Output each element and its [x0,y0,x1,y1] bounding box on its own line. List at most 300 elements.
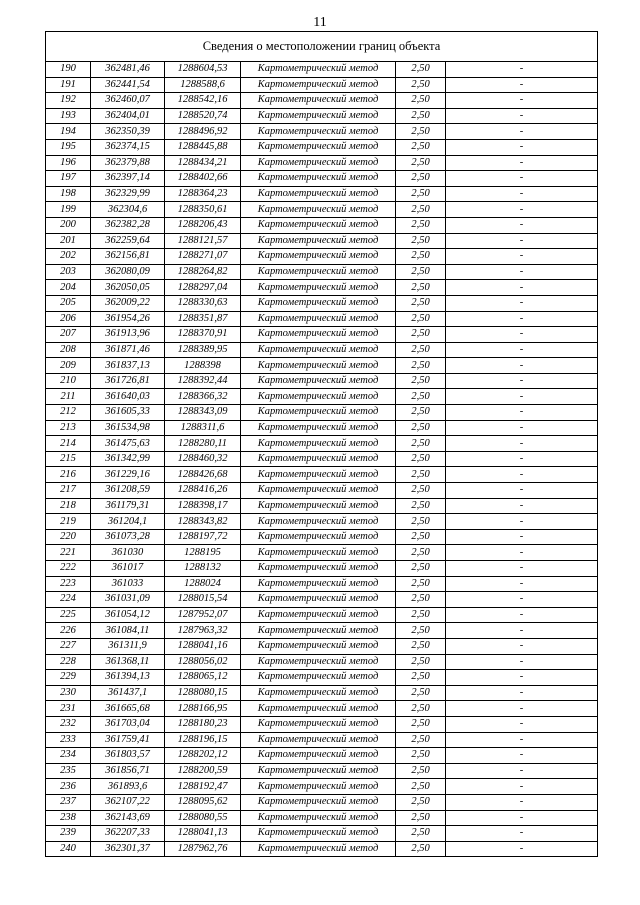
table-row [46,826,598,842]
point-number-cell: 209 [46,358,91,374]
accuracy-cell: 2,50 [396,124,446,140]
method-cell: Картометрический метод [241,124,396,140]
method-cell: Картометрический метод [241,108,396,124]
y-coordinate-cell: 1288024 [165,576,241,592]
accuracy-cell: 2,50 [396,280,446,296]
table-row [46,155,598,171]
accuracy-cell: 2,50 [396,794,446,810]
description-cell: - [446,483,598,499]
x-coordinate-cell: 362050,05 [91,280,165,296]
y-coordinate-cell: 1288398,17 [165,498,241,514]
y-coordinate-cell: 1288196,15 [165,732,241,748]
method-cell: Картометрический метод [241,171,396,187]
method-cell: Картометрический метод [241,311,396,327]
description-cell: - [446,202,598,218]
description-cell: - [446,716,598,732]
table-row [46,451,598,467]
point-number-cell: 192 [46,93,91,109]
accuracy-cell: 2,50 [396,670,446,686]
description-cell: - [446,342,598,358]
description-cell: - [446,654,598,670]
method-cell: Картометрический метод [241,483,396,499]
point-number-cell: 234 [46,748,91,764]
method-cell: Картометрический метод [241,202,396,218]
description-cell: - [446,311,598,327]
accuracy-cell: 2,50 [396,483,446,499]
accuracy-cell: 2,50 [396,654,446,670]
x-coordinate-cell: 362350,39 [91,124,165,140]
table-row [46,389,598,405]
y-coordinate-cell: 1288202,12 [165,748,241,764]
x-coordinate-cell: 362301,37 [91,841,165,857]
description-cell: - [446,420,598,436]
x-coordinate-cell: 361017 [91,561,165,577]
accuracy-cell: 2,50 [396,186,446,202]
x-coordinate-cell: 361368,11 [91,654,165,670]
table-row [46,62,598,78]
method-cell: Картометрический метод [241,373,396,389]
x-coordinate-cell: 361665,68 [91,701,165,717]
method-cell: Картометрический метод [241,93,396,109]
y-coordinate-cell: 1288080,55 [165,810,241,826]
y-coordinate-cell: 1287963,32 [165,623,241,639]
point-number-cell: 208 [46,342,91,358]
y-coordinate-cell: 1288343,09 [165,405,241,421]
description-cell: - [446,451,598,467]
point-number-cell: 231 [46,701,91,717]
table-row [46,545,598,561]
method-cell: Картометрический метод [241,233,396,249]
x-coordinate-cell: 361204,1 [91,514,165,530]
x-coordinate-cell: 361703,04 [91,716,165,732]
x-coordinate-cell: 362107,22 [91,794,165,810]
description-cell: - [446,405,598,421]
x-coordinate-cell: 362481,46 [91,62,165,78]
table-row [46,483,598,499]
method-cell: Картометрический метод [241,607,396,623]
description-cell: - [446,670,598,686]
x-coordinate-cell: 361837,13 [91,358,165,374]
x-coordinate-cell: 361229,16 [91,467,165,483]
method-cell: Картометрический метод [241,62,396,78]
table-row [46,467,598,483]
x-coordinate-cell: 361311,9 [91,638,165,654]
y-coordinate-cell: 1288460,32 [165,451,241,467]
y-coordinate-cell: 1288206,43 [165,217,241,233]
method-cell: Картометрический метод [241,436,396,452]
x-coordinate-cell: 361031,09 [91,592,165,608]
table-row [46,342,598,358]
method-cell: Картометрический метод [241,420,396,436]
table-row [46,311,598,327]
x-coordinate-cell: 362379,88 [91,155,165,171]
table-row [46,202,598,218]
table-row [46,654,598,670]
method-cell: Картометрический метод [241,763,396,779]
accuracy-cell: 2,50 [396,779,446,795]
y-coordinate-cell: 1288398 [165,358,241,374]
x-coordinate-cell: 362329,99 [91,186,165,202]
point-number-cell: 229 [46,670,91,686]
point-number-cell: 226 [46,623,91,639]
method-cell: Картометрический метод [241,389,396,405]
accuracy-cell: 2,50 [396,732,446,748]
accuracy-cell: 2,50 [396,623,446,639]
method-cell: Картометрический метод [241,779,396,795]
table-row [46,420,598,436]
table-row [46,405,598,421]
y-coordinate-cell: 1288351,87 [165,311,241,327]
y-coordinate-cell: 1288520,74 [165,108,241,124]
y-coordinate-cell: 1288434,21 [165,155,241,171]
description-cell: - [446,171,598,187]
table-row [46,763,598,779]
table-title: Сведения о местоположении границ объекта [46,32,598,62]
accuracy-cell: 2,50 [396,592,446,608]
page-number: 11 [313,15,327,30]
point-number-cell: 200 [46,217,91,233]
method-cell: Картометрический метод [241,794,396,810]
accuracy-cell: 2,50 [396,841,446,857]
point-number-cell: 216 [46,467,91,483]
y-coordinate-cell: 1288121,57 [165,233,241,249]
y-coordinate-cell: 1288297,04 [165,280,241,296]
description-cell: - [446,763,598,779]
y-coordinate-cell: 1288542,16 [165,93,241,109]
description-cell: - [446,77,598,93]
description-cell: - [446,592,598,608]
x-coordinate-cell: 361954,26 [91,311,165,327]
description-cell: - [446,810,598,826]
x-coordinate-cell: 362460,07 [91,93,165,109]
description-cell: - [446,108,598,124]
point-number-cell: 221 [46,545,91,561]
point-number-cell: 237 [46,794,91,810]
description-cell: - [446,155,598,171]
method-cell: Картометрический метод [241,186,396,202]
table-row [46,607,598,623]
description-cell: - [446,498,598,514]
y-coordinate-cell: 1288280,11 [165,436,241,452]
table-row [46,295,598,311]
accuracy-cell: 2,50 [396,373,446,389]
point-number-cell: 233 [46,732,91,748]
method-cell: Картометрический метод [241,638,396,654]
y-coordinate-cell: 1288445,88 [165,139,241,155]
x-coordinate-cell: 361913,96 [91,327,165,343]
description-cell: - [446,529,598,545]
point-number-cell: 206 [46,311,91,327]
table-row [46,561,598,577]
method-cell: Картометрический метод [241,841,396,857]
y-coordinate-cell: 1288496,92 [165,124,241,140]
x-coordinate-cell: 361179,31 [91,498,165,514]
point-number-cell: 228 [46,654,91,670]
accuracy-cell: 2,50 [396,311,446,327]
x-coordinate-cell: 361342,99 [91,451,165,467]
x-coordinate-cell: 361856,71 [91,763,165,779]
point-number-cell: 214 [46,436,91,452]
x-coordinate-cell: 362304,6 [91,202,165,218]
accuracy-cell: 2,50 [396,108,446,124]
accuracy-cell: 2,50 [396,576,446,592]
accuracy-cell: 2,50 [396,389,446,405]
method-cell: Картометрический метод [241,139,396,155]
method-cell: Картометрический метод [241,498,396,514]
description-cell: - [446,467,598,483]
point-number-cell: 203 [46,264,91,280]
point-number-cell: 218 [46,498,91,514]
x-coordinate-cell: 362441,54 [91,77,165,93]
accuracy-cell: 2,50 [396,93,446,109]
x-coordinate-cell: 361208,59 [91,483,165,499]
x-coordinate-cell: 362397,14 [91,171,165,187]
accuracy-cell: 2,50 [396,467,446,483]
table-row [46,77,598,93]
table-row [46,233,598,249]
point-number-cell: 235 [46,763,91,779]
description-cell: - [446,249,598,265]
table-row [46,810,598,826]
description-cell: - [446,186,598,202]
accuracy-cell: 2,50 [396,358,446,374]
x-coordinate-cell: 361054,12 [91,607,165,623]
table-row [46,592,598,608]
point-number-cell: 198 [46,186,91,202]
description-cell: - [446,264,598,280]
boundary-table [45,31,598,857]
accuracy-cell: 2,50 [396,638,446,654]
y-coordinate-cell: 1288192,47 [165,779,241,795]
y-coordinate-cell: 1288343,82 [165,514,241,530]
description-cell: - [446,436,598,452]
method-cell: Картометрический метод [241,295,396,311]
x-coordinate-cell: 361871,46 [91,342,165,358]
y-coordinate-cell: 1288604,53 [165,62,241,78]
description-cell: - [446,373,598,389]
method-cell: Картометрический метод [241,514,396,530]
y-coordinate-cell: 1288065,12 [165,670,241,686]
method-cell: Картометрический метод [241,264,396,280]
table-row [46,685,598,701]
accuracy-cell: 2,50 [396,342,446,358]
x-coordinate-cell: 361030 [91,545,165,561]
table-header-row [46,32,598,62]
table-row [46,139,598,155]
accuracy-cell: 2,50 [396,716,446,732]
y-coordinate-cell: 1288180,23 [165,716,241,732]
y-coordinate-cell: 1288426,68 [165,467,241,483]
accuracy-cell: 2,50 [396,545,446,561]
table-row [46,701,598,717]
table-row [46,529,598,545]
point-number-cell: 232 [46,716,91,732]
method-cell: Картометрический метод [241,405,396,421]
y-coordinate-cell: 1288311,6 [165,420,241,436]
method-cell: Картометрический метод [241,280,396,296]
accuracy-cell: 2,50 [396,233,446,249]
x-coordinate-cell: 362404,01 [91,108,165,124]
point-number-cell: 240 [46,841,91,857]
accuracy-cell: 2,50 [396,327,446,343]
table-row [46,93,598,109]
table-row [46,514,598,530]
method-cell: Картометрический метод [241,467,396,483]
table-row [46,576,598,592]
x-coordinate-cell: 361759,41 [91,732,165,748]
method-cell: Картометрический метод [241,748,396,764]
y-coordinate-cell: 1288370,91 [165,327,241,343]
accuracy-cell: 2,50 [396,529,446,545]
y-coordinate-cell: 1288197,72 [165,529,241,545]
description-cell: - [446,841,598,857]
y-coordinate-cell: 1288264,82 [165,264,241,280]
accuracy-cell: 2,50 [396,810,446,826]
y-coordinate-cell: 1288402,66 [165,171,241,187]
table-row [46,171,598,187]
accuracy-cell: 2,50 [396,249,446,265]
description-cell: - [446,295,598,311]
point-number-cell: 238 [46,810,91,826]
method-cell: Картометрический метод [241,217,396,233]
accuracy-cell: 2,50 [396,171,446,187]
point-number-cell: 212 [46,405,91,421]
description-cell: - [446,623,598,639]
description-cell: - [446,685,598,701]
y-coordinate-cell: 1288195 [165,545,241,561]
point-number-cell: 211 [46,389,91,405]
point-number-cell: 193 [46,108,91,124]
table-row [46,249,598,265]
point-number-cell: 215 [46,451,91,467]
description-cell: - [446,139,598,155]
description-cell: - [446,826,598,842]
method-cell: Картометрический метод [241,545,396,561]
x-coordinate-cell: 362207,33 [91,826,165,842]
y-coordinate-cell: 1288366,32 [165,389,241,405]
description-cell: - [446,327,598,343]
point-number-cell: 222 [46,561,91,577]
point-number-cell: 230 [46,685,91,701]
x-coordinate-cell: 361534,98 [91,420,165,436]
table-row [46,280,598,296]
x-coordinate-cell: 362143,69 [91,810,165,826]
method-cell: Картометрический метод [241,810,396,826]
method-cell: Картометрический метод [241,623,396,639]
table-row [46,841,598,857]
description-cell: - [446,545,598,561]
table-row [46,264,598,280]
x-coordinate-cell: 361033 [91,576,165,592]
accuracy-cell: 2,50 [396,420,446,436]
point-number-cell: 224 [46,592,91,608]
accuracy-cell: 2,50 [396,561,446,577]
description-cell: - [446,217,598,233]
x-coordinate-cell: 362156,81 [91,249,165,265]
y-coordinate-cell: 1288041,13 [165,826,241,842]
table-row [46,623,598,639]
description-cell: - [446,701,598,717]
accuracy-cell: 2,50 [396,202,446,218]
method-cell: Картометрический метод [241,77,396,93]
point-number-cell: 223 [46,576,91,592]
point-number-cell: 213 [46,420,91,436]
method-cell: Картометрический метод [241,249,396,265]
accuracy-cell: 2,50 [396,701,446,717]
x-coordinate-cell: 361640,03 [91,389,165,405]
y-coordinate-cell: 1288330,63 [165,295,241,311]
description-cell: - [446,561,598,577]
x-coordinate-cell: 362009,22 [91,295,165,311]
table-row [46,358,598,374]
y-coordinate-cell: 1288364,23 [165,186,241,202]
y-coordinate-cell: 1288271,07 [165,249,241,265]
table-row [46,124,598,140]
accuracy-cell: 2,50 [396,748,446,764]
point-number-cell: 219 [46,514,91,530]
accuracy-cell: 2,50 [396,763,446,779]
description-cell: - [446,62,598,78]
method-cell: Картометрический метод [241,716,396,732]
point-number-cell: 190 [46,62,91,78]
accuracy-cell: 2,50 [396,264,446,280]
y-coordinate-cell: 1288350,61 [165,202,241,218]
method-cell: Картометрический метод [241,654,396,670]
y-coordinate-cell: 1288392,44 [165,373,241,389]
table-row [46,779,598,795]
description-cell: - [446,124,598,140]
method-cell: Картометрический метод [241,685,396,701]
point-number-cell: 199 [46,202,91,218]
point-number-cell: 236 [46,779,91,795]
y-coordinate-cell: 1288166,95 [165,701,241,717]
description-cell: - [446,794,598,810]
table-row [46,217,598,233]
accuracy-cell: 2,50 [396,77,446,93]
accuracy-cell: 2,50 [396,139,446,155]
table-row [46,108,598,124]
method-cell: Картометрический метод [241,670,396,686]
accuracy-cell: 2,50 [396,62,446,78]
accuracy-cell: 2,50 [396,217,446,233]
point-number-cell: 204 [46,280,91,296]
point-number-cell: 201 [46,233,91,249]
y-coordinate-cell: 1288132 [165,561,241,577]
method-cell: Картометрический метод [241,358,396,374]
point-number-cell: 191 [46,77,91,93]
point-number-cell: 225 [46,607,91,623]
description-cell: - [446,576,598,592]
table-row [46,794,598,810]
table-row [46,716,598,732]
y-coordinate-cell: 1288389,95 [165,342,241,358]
accuracy-cell: 2,50 [396,405,446,421]
method-cell: Картометрический метод [241,576,396,592]
x-coordinate-cell: 361726,81 [91,373,165,389]
table-row [46,670,598,686]
x-coordinate-cell: 362382,28 [91,217,165,233]
description-cell: - [446,358,598,374]
point-number-cell: 210 [46,373,91,389]
point-number-cell: 195 [46,139,91,155]
description-cell: - [446,732,598,748]
x-coordinate-cell: 361893,6 [91,779,165,795]
point-number-cell: 202 [46,249,91,265]
method-cell: Картометрический метод [241,327,396,343]
y-coordinate-cell: 1288095,62 [165,794,241,810]
x-coordinate-cell: 362374,15 [91,139,165,155]
point-number-cell: 196 [46,155,91,171]
